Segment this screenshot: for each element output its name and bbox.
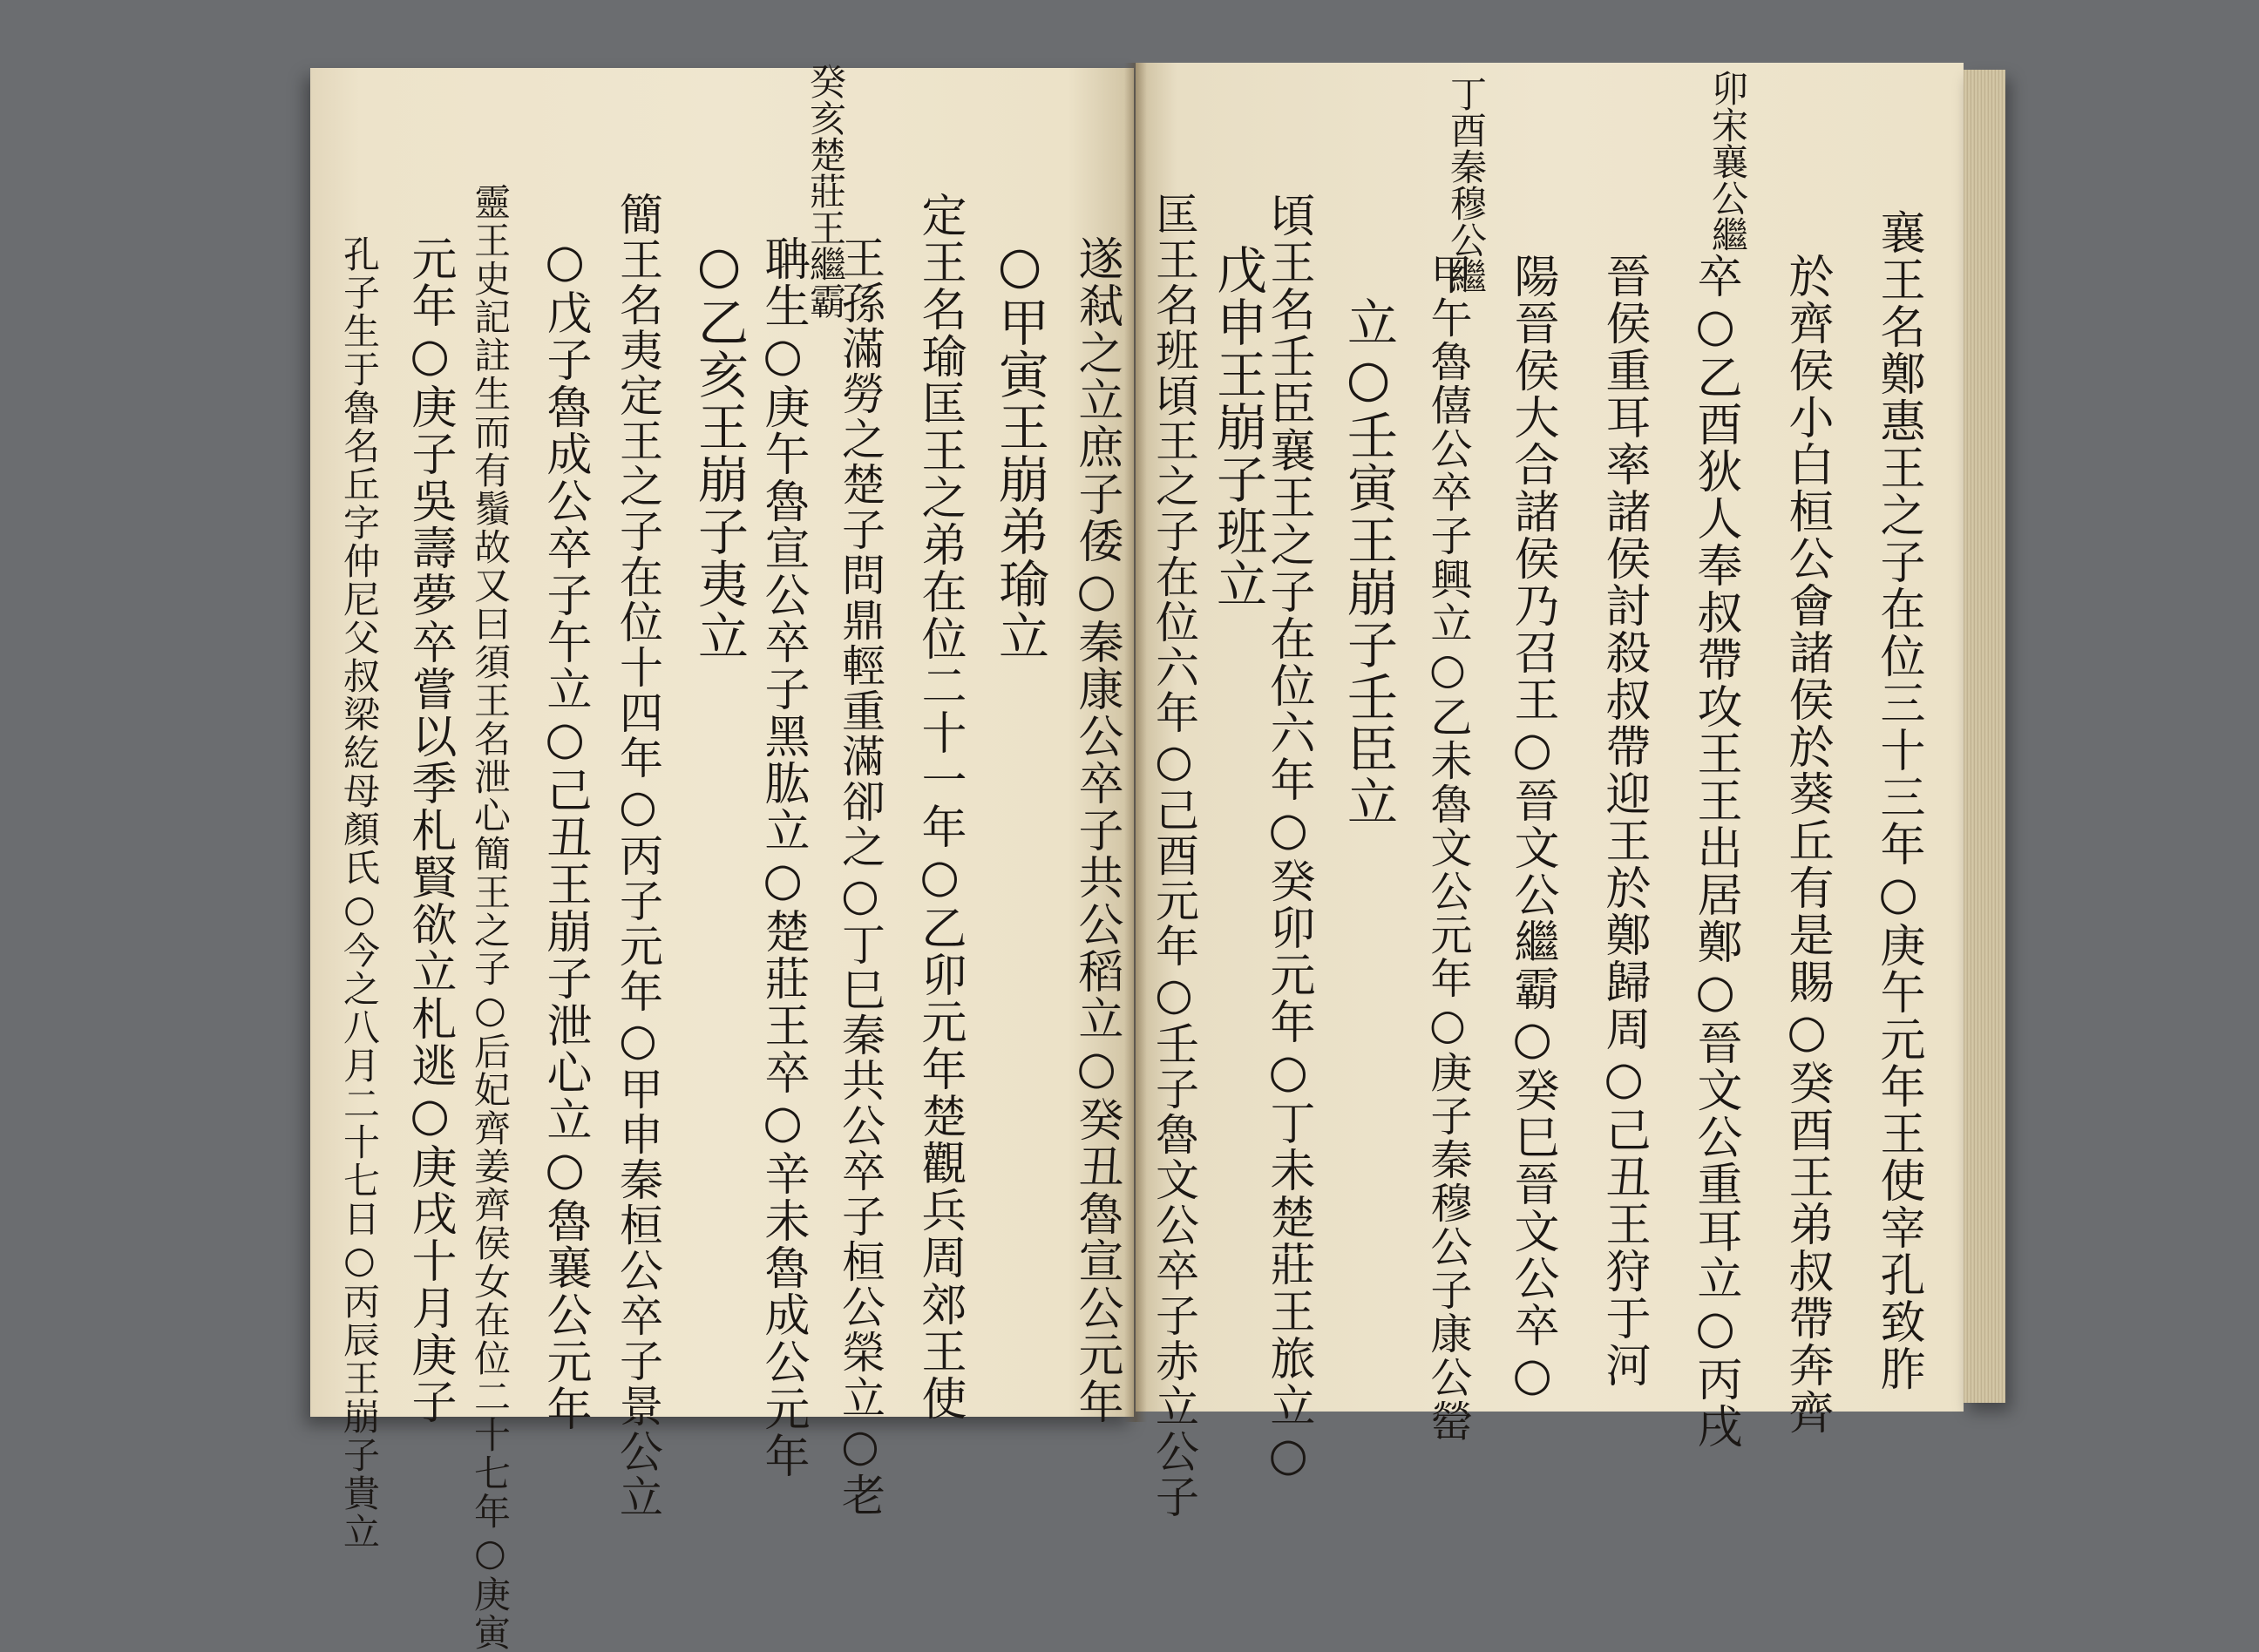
left-col-10: 元年○庚子吳壽夢卒嘗以季札賢欲立札逃○庚戌十月庚子 bbox=[404, 235, 456, 1425]
left-col-2: ○甲寅王崩弟瑜立 bbox=[990, 235, 1049, 662]
right-header-1: 卯宋襄公繼 bbox=[1706, 70, 1749, 253]
left-col-4: 王孫滿勞之楚子問鼎輕重滿卻之○丁巳秦共公卒子桓公榮立○老 bbox=[835, 235, 885, 1518]
left-col-1: 遂弒之立庶子倭○秦康公卒子共公稻立○癸丑魯宣公元年 bbox=[1070, 235, 1123, 1425]
left-header-1: 癸亥楚莊王繼霸 bbox=[804, 63, 847, 319]
left-col-8: ○戊子魯成公卒子午立○己丑王崩子泄心立○魯襄公元年 bbox=[539, 235, 591, 1432]
right-col-10: 匡王名班頃王之子在位六年○己酉元年○壬子魯文公卒子赤立公子 bbox=[1149, 192, 1199, 1520]
right-header-2: 丁酉秦穆公繼 bbox=[1445, 75, 1488, 295]
left-col-9: 靈王史記註生而有鬚故又曰須王名泄心簡王之子○后妃齊姜齊侯女在位二十七年○庚寅 bbox=[469, 183, 512, 1652]
book-gutter bbox=[1124, 63, 1147, 1422]
right-col-4: 晉侯重耳率諸侯討殺叔帶迎王於鄭歸周○己丑王狩于河 bbox=[1598, 253, 1650, 1389]
left-col-5: 聃生○庚午魯宣公卒子黑肱立○楚莊王卒○辛未魯成公元年 bbox=[756, 235, 809, 1479]
right-col-7: 立○壬寅王崩子壬臣立 bbox=[1339, 296, 1398, 828]
right-col-5: 陽晉侯大合諸侯乃召王○晉文公繼霸○癸巳晉文公卒○ bbox=[1506, 253, 1558, 1403]
right-col-2: 於齊侯小白桓公會諸侯於葵丘有是賜○癸酉王弟叔帶奔齊 bbox=[1781, 253, 1833, 1436]
right-col-3: 卒○乙酉狄人奉叔帶攻王王出居鄭○晉文公重耳立○丙戌 bbox=[1689, 253, 1741, 1450]
left-col-11: 孔子生于魯名丘字仲尼父叔梁紇母顏氏○今之八月二十七日○丙辰王崩子貴立 bbox=[338, 235, 381, 1551]
right-col-9: 戊申王崩子班立 bbox=[1208, 244, 1267, 610]
right-col-6: 甲午魯僖公卒子興立○乙未魯文公元年○庚子秦穆公子康公罃 bbox=[1423, 253, 1472, 1443]
left-col-7: 簡王名夷定王之子在位十四年○丙子元年○甲申秦桓公卒子景公立 bbox=[613, 192, 663, 1520]
right-col-8: 頃王名壬臣襄王之子在位六年○癸卯元年○丁未楚莊王旅立○ bbox=[1262, 192, 1314, 1483]
right-col-1: 襄王名鄭惠王之子在位三十三年○庚午元年王使宰孔致胙 bbox=[1872, 209, 1924, 1392]
left-col-6: ○乙亥王崩子夷立 bbox=[689, 235, 749, 662]
page-edges bbox=[1964, 70, 2005, 1403]
left-col-3: 定王名瑜匡王之弟在位二十一年○乙卯元年楚觀兵周郊王使 bbox=[913, 192, 966, 1422]
